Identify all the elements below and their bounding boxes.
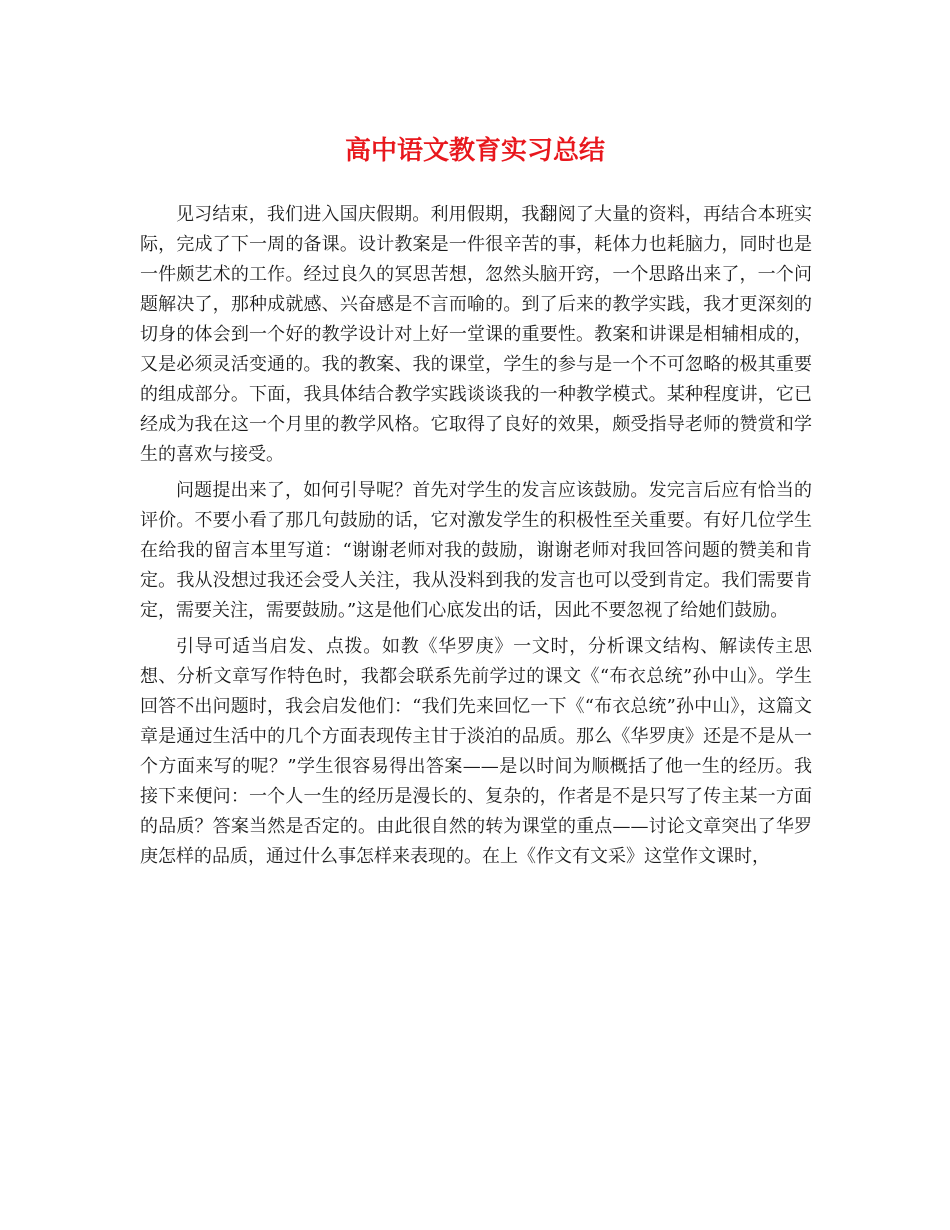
paragraph-2: 问题提出来了，如何引导呢？首先对学生的发言应该鼓励。发完言后应有恰当的评价。不要小看了那几句鼓励的话，它对激发学生的积极性至关重要。有好几位学生在给我的留言本里写道：“谢谢老师对我的鼓励，谢谢老师对我回答问题的赞美和肯定。我从没想过我还会受人关注，我从没料到我的发言也可以受到肯定。我们需要肯定，需要关注，需要鼓励。”这是他们心底发出的话，因此不要忽视了给她们鼓励。 xyxy=(140,480,812,621)
paragraph-1: 见习结束，我们进入国庆假期。利用假期，我翻阅了大量的资料，再结合本班实际，完成了下一周的备课。设计教案是一件很辛苦的事，耗体力也耗脑力，同时也是一件颇艺术的工作。经过良久的冥思苦想，忽然头脑开窍，一个思路出来了，一个问题解决了，那种成就感、兴奋感是不言而喻的。到了后来的教学实践，我才更深刻的切身的体会到一个好的教学设计对上好一堂课的重要性。教案和讲课是相辅相成的，又是必须灵活变通的。我的教案、我的课堂，学生的参与是一个不可忽略的极其重要的组成部分。下面，我具体结合教学实践谈谈我的一种教学模式。某种程度讲，它已经成为我在这一个月里的教学风格。它取得了良好的效果，颇受指导老师的赞赏和学生的喜欢与接受。 xyxy=(140,204,812,465)
paragraph-3: 引导可适当启发、点拨。如教《华罗庚》一文时，分析课文结构、解读传主思想、分析文章写作特色时，我都会联系先前学过的课文《“布衣总统”孙中山》。学生回答不出问题时，我会启发他们：“我们先来回忆一下《“布衣总统”孙中山》，这篇文章是通过生活中的几个方面表现传主甘于淡泊的品质。那么《华罗庚》还是不是从一个方面来写的呢？”学生很容易得出答案——是以时间为顺概括了他一生的经历。我接下来便问：一个人一生的经历是漫长的、复杂的，作者是不是只写了传主某一方面的品质？答案当然是否定的。由此很自然的转为课堂的重点——讨论文章突出了华罗庚怎样的品质，通过什么事怎样来表现的。在上《作文有文采》这堂作文课时， xyxy=(140,636,812,867)
document-title: 高中语文教育实习总结 xyxy=(344,136,605,166)
document-body xyxy=(140,200,812,878)
